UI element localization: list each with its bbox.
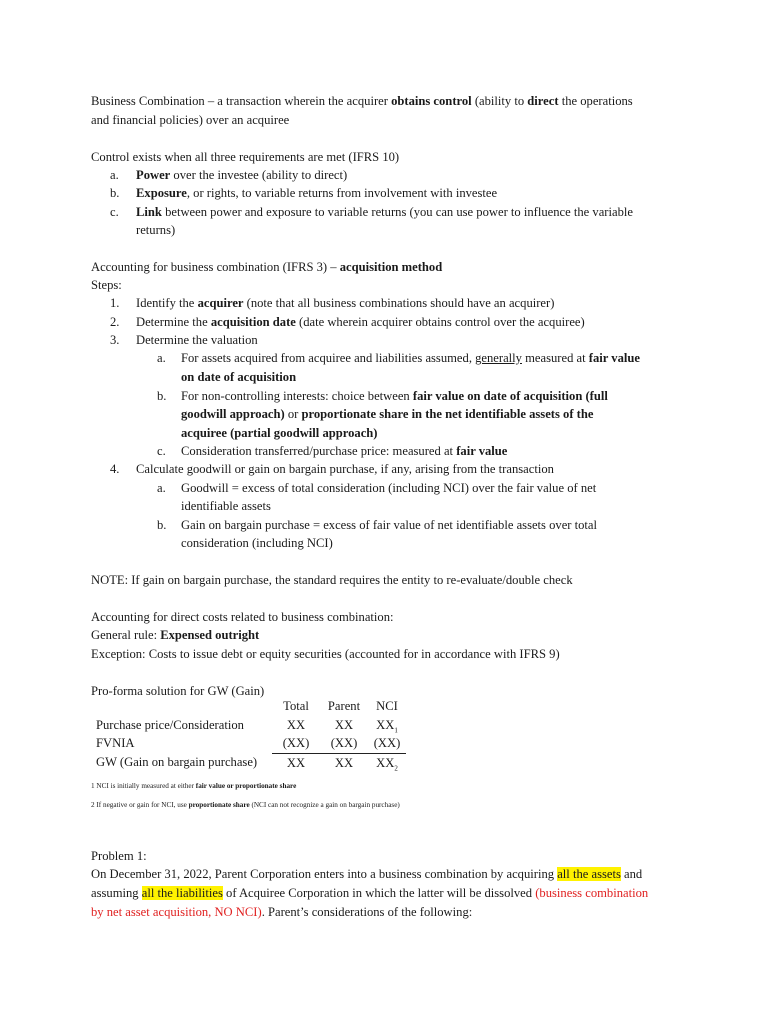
problem-line-3: by net asset acquisition, NO NCI). Parent’s considerations of the following: [91, 905, 473, 919]
step-3b-cont2: acquiree (partial goodwill approach) [181, 426, 378, 440]
footnote-1: 1 NCI is initially measured at either fair value or proportionate share [91, 782, 297, 790]
exception-text: Exception: Costs to issue debt or equity securities (accounted for in accordance with IFRS 9) [91, 647, 560, 661]
proforma-title: Pro-forma solution for GW (Gain) [91, 684, 265, 698]
step-3b: b. For non-controlling interests: choice between fair value on date of acquisition (full [157, 389, 608, 403]
col-header-total: Total [283, 699, 309, 713]
control-item-exposure: b. Exposure, or rights, to variable returns from involvement with investee [110, 186, 498, 200]
note-text: NOTE: If gain on bargain purchase, the standard requires the entity to re-evaluate/double check [91, 573, 573, 587]
general-rule: General rule: Expensed outright [91, 628, 260, 642]
col-header-parent: Parent [327, 699, 361, 713]
control-item-link-cont: returns) [136, 223, 176, 237]
proforma-row-consideration: Purchase price/Consideration XX XX $XX_1$ [96, 717, 398, 735]
steps-label: Steps: [91, 278, 122, 292]
step-4: 4. Calculate goodwill or gain on bargain purchase, if any, arising from the transaction [110, 462, 554, 476]
control-item-power: a. Power over the investee (ability to direct) [110, 168, 348, 182]
control-intro: Control exists when all three requirements are met (IFRS 10) [91, 150, 400, 164]
control-item-link: c. Link between power and exposure to variable returns (you can use power to influence the variable [110, 205, 633, 219]
problem-line-1: On December 31, 2022, Parent Corporation enters into a business combination by acquiring all the assets and [91, 867, 643, 881]
acquisition-method-intro: Accounting for business combination (IFRS 3) – acquisition method [91, 260, 443, 274]
step-4a-cont: identifiable assets [181, 499, 271, 513]
step-3: 3. Determine the valuation [110, 333, 258, 347]
problem-line-2: assuming all the liabilities of Acquiree Corporation in which the latter will be dissolved (business combination [91, 886, 649, 900]
step-2: 2. Determine the acquisition date (date wherein acquirer obtains control over the acquiree) [110, 315, 585, 329]
step-3b-cont1: goodwill approach) or proportionate share in the net identifiable assets of the [181, 407, 594, 421]
step-4a: a. Goodwill = excess of total consideration (including NCI) over the fair value of net [157, 481, 597, 495]
step-3a: a. For assets acquired from acquiree and liabilities assumed, generally measured at fair value [157, 351, 640, 365]
proforma-table [92, 697, 406, 772]
direct-costs-intro: Accounting for direct costs related to business combination: [91, 610, 394, 624]
step-4b-cont: consideration (including NCI) [181, 536, 333, 550]
proforma-row-goodwill: GW (Gain on bargain purchase) XX XX $XX_2$ [96, 755, 398, 773]
step-1: 1. Identify the acquirer (note that all business combinations should have an acquirer) [110, 296, 555, 310]
step-3c: c. Consideration transferred/purchase price: measured at fair value [157, 444, 508, 458]
problem-title: Problem 1: [91, 849, 147, 863]
step-3a-cont: on date of acquisition [181, 370, 297, 384]
business-combination-definition-cont: and financial policies) over an acquiree [91, 113, 290, 127]
proforma-row-fvnia: FVNIA (XX) (XX) (XX) [92, 734, 406, 753]
business-combination-definition: Business Combination – a transaction wherein the acquirer obtains control (ability to direct the operations [91, 94, 633, 108]
step-4b: b. Gain on bargain purchase = excess of fair value of net identifiable assets over total [157, 518, 598, 532]
footnote-2: 2 If negative or gain for NCI, use proportionate share (NCI can not recognize a gain on bargain purchase) [91, 801, 400, 809]
proforma-header-row [92, 697, 406, 716]
col-header-nci: NCI [376, 699, 398, 713]
